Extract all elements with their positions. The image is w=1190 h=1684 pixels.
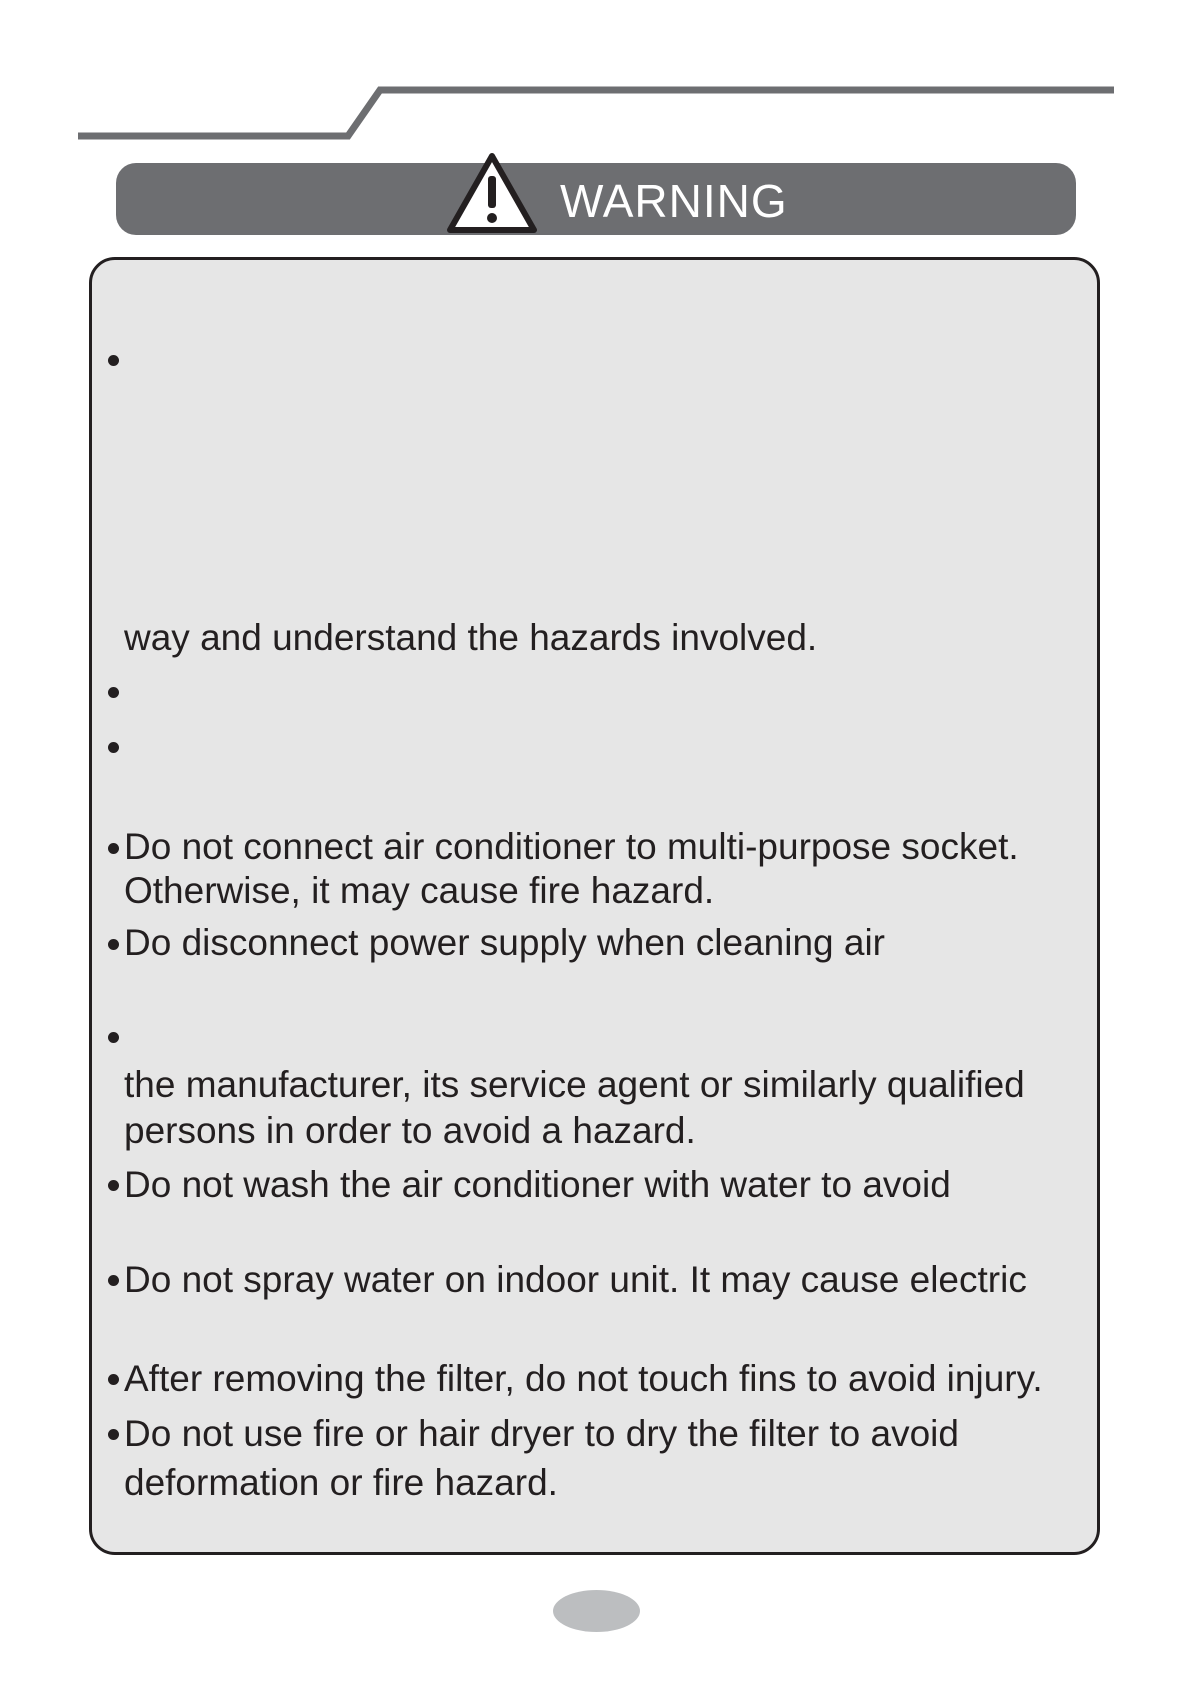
item-text-line: Otherwise, it may cause fire hazard. <box>124 870 715 911</box>
header-rule <box>0 0 1190 150</box>
item-text-line: way and understand the hazards involved. <box>124 617 818 658</box>
warning-triangle-icon <box>446 152 538 234</box>
bullet-dot <box>108 1032 119 1043</box>
item-text-line: Do not use fire or hair dryer to dry the filter to avoid <box>124 1413 959 1454</box>
item-text-line: After removing the filter, do not touch fins to avoid injury. <box>124 1358 1043 1399</box>
warning-title: WARNING <box>560 175 788 227</box>
item-text-line: the manufacturer, its service agent or similarly qualified <box>124 1064 1025 1105</box>
bullet-dot <box>108 687 119 698</box>
item-text-line: Do not wash the air conditioner with water to avoid <box>124 1164 951 1205</box>
bullet-dot <box>108 1180 119 1191</box>
item-text-line: Do not spray water on indoor unit. It may cause electric <box>124 1259 1027 1300</box>
bullet-dot <box>108 1374 119 1385</box>
bullet-dot <box>108 355 119 366</box>
bullet-dot <box>108 742 119 753</box>
page-number-oval <box>553 1590 640 1632</box>
item-text-line: persons in order to avoid a hazard. <box>124 1110 696 1151</box>
bullet-dot <box>108 843 119 854</box>
bullet-dot <box>108 1429 119 1440</box>
item-text-line: Do disconnect power supply when cleaning air <box>124 922 885 963</box>
bullet-dot <box>108 1275 119 1286</box>
bullet-dot <box>108 939 119 950</box>
item-text-line: Do not connect air conditioner to multi-purpose socket. <box>124 826 1019 867</box>
item-text-line: deformation or fire hazard. <box>124 1462 558 1503</box>
